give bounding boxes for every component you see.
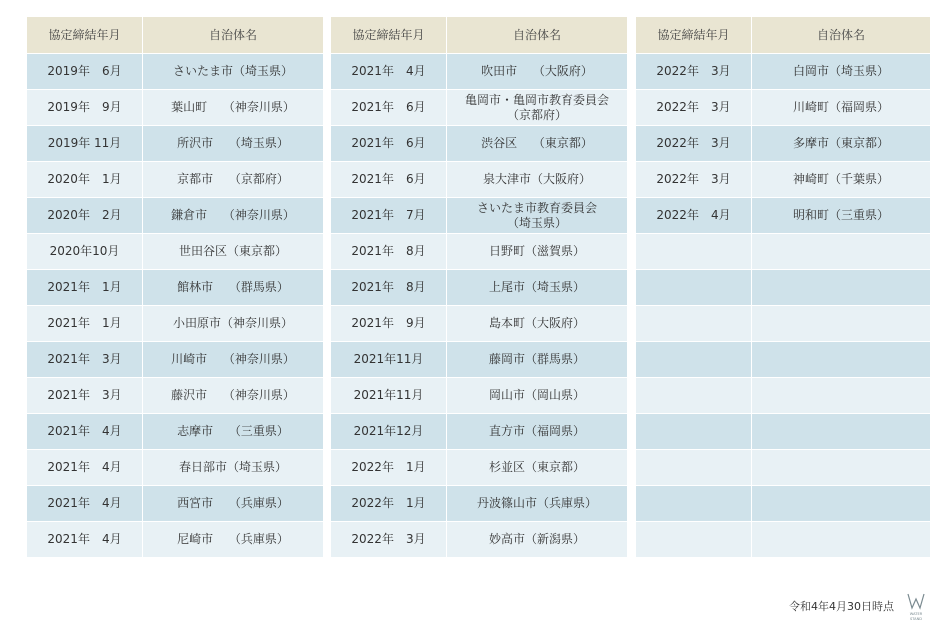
- municipality-name: 白岡市（埼玉県）: [792, 64, 889, 78]
- table-row: [27, 486, 324, 522]
- table-row: [636, 126, 931, 162]
- municipality-cell: [143, 270, 324, 306]
- agreement-date-cell: 2021年11月: [331, 378, 447, 414]
- municipality-name: さいたま市（埼玉県）: [172, 64, 293, 78]
- table-row: [331, 378, 628, 414]
- table-row: [331, 306, 628, 342]
- municipality-name: 多摩市（東京都）: [792, 136, 889, 150]
- table-row: [636, 522, 931, 558]
- agreement-date-cell: 2021年 3月: [27, 378, 143, 414]
- agreement-date-cell: 2021年 8月: [331, 234, 447, 270]
- municipality-name: 日野町（滋賀県）: [488, 244, 585, 258]
- municipality-cell: [143, 306, 324, 342]
- municipality-cell: [143, 90, 324, 126]
- agreement-date-cell: 2022年 1月: [331, 486, 447, 522]
- agreement-date-cell: [636, 522, 752, 558]
- table-row: [27, 198, 324, 234]
- municipality-cell: [143, 54, 324, 90]
- header-date: 協定締結年月: [331, 17, 447, 54]
- agreement-date-cell: 2020年 2月: [27, 198, 143, 234]
- agreement-date-cell: [636, 414, 752, 450]
- agreement-date-cell: 2019年 6月: [27, 54, 143, 90]
- agreement-date-cell: 2020年10月: [27, 234, 143, 270]
- header-municipality: 自治体名: [143, 17, 324, 54]
- table-row: [636, 306, 931, 342]
- municipality-name: 島本町（大阪府）: [488, 316, 585, 330]
- table-header-row: [27, 17, 324, 54]
- agreement-date-cell: [636, 342, 752, 378]
- table-row: [636, 198, 931, 234]
- table-row: [636, 90, 931, 126]
- municipality-name: 春日部市（埼玉県）: [178, 460, 287, 474]
- municipality-name: 泉大津市（大阪府）: [482, 172, 591, 186]
- agreement-date-cell: 2022年 3月: [636, 162, 752, 198]
- municipality-cell: [447, 162, 628, 198]
- table-row: [636, 54, 931, 90]
- table-row: [27, 378, 324, 414]
- agreement-date-cell: 2022年 3月: [636, 126, 752, 162]
- header-municipality: 自治体名: [447, 17, 628, 54]
- agreement-table-3: [635, 16, 931, 558]
- municipality-name: 葉山町 （神奈川県）: [171, 100, 295, 114]
- municipality-name: 川崎市 （神奈川県）: [171, 352, 295, 366]
- header-date: 協定締結年月: [27, 17, 143, 54]
- table-row: [331, 234, 628, 270]
- agreement-date-cell: 2021年 4月: [27, 486, 143, 522]
- agreement-date-cell: 2021年 1月: [27, 270, 143, 306]
- municipality-name: 藤岡市（群馬県）: [488, 352, 585, 366]
- table-row: [331, 342, 628, 378]
- municipality-cell: [752, 270, 931, 306]
- agreement-date-cell: [636, 306, 752, 342]
- municipality-name: 渋谷区 （東京都）: [481, 136, 593, 150]
- table-row: [636, 342, 931, 378]
- municipality-name: 京都市 （京都府）: [177, 172, 289, 186]
- municipality-name: 鎌倉市 （神奈川県）: [171, 208, 295, 222]
- municipality-cell: [752, 306, 931, 342]
- table-row: [636, 414, 931, 450]
- agreement-date-cell: 2022年 3月: [636, 54, 752, 90]
- municipality-cell: [143, 414, 324, 450]
- municipality-cell: [752, 342, 931, 378]
- agreement-date-cell: 2021年 1月: [27, 306, 143, 342]
- table-row: [636, 234, 931, 270]
- agreement-date-cell: 2019年 11月: [27, 126, 143, 162]
- agreement-date-cell: 2022年 4月: [636, 198, 752, 234]
- table-row: [27, 306, 324, 342]
- table-row: [27, 342, 324, 378]
- table-row: [331, 414, 628, 450]
- table-row: [331, 54, 628, 90]
- agreement-date-cell: 2021年 3月: [27, 342, 143, 378]
- agreement-date-cell: [636, 270, 752, 306]
- municipality-name: 神崎町（千葉県）: [792, 172, 889, 186]
- municipality-name: さいたま市教育委員会 （埼玉県）: [476, 200, 597, 230]
- municipality-cell: [143, 234, 324, 270]
- municipality-cell: [143, 342, 324, 378]
- municipality-name: 上尾市（埼玉県）: [488, 280, 585, 294]
- municipality-name: 志摩市 （三重県）: [177, 424, 289, 438]
- municipality-cell: [447, 54, 628, 90]
- municipality-cell: [752, 162, 931, 198]
- municipality-cell: [752, 522, 931, 558]
- municipality-cell: [447, 234, 628, 270]
- agreement-date-cell: 2021年11月: [331, 342, 447, 378]
- municipality-cell: [752, 234, 931, 270]
- agreement-date-cell: [636, 378, 752, 414]
- municipality-cell: [143, 198, 324, 234]
- municipality-cell: [752, 450, 931, 486]
- agreement-date-cell: 2021年 4月: [27, 414, 143, 450]
- municipality-name: 吹田市 （大阪府）: [481, 64, 593, 78]
- logo-text-2: STAND: [909, 617, 923, 621]
- as-of-date-note: 令和4年4月30日時点: [789, 600, 894, 613]
- agreement-date-cell: 2020年 1月: [27, 162, 143, 198]
- table-header-row: [636, 17, 931, 54]
- municipality-cell: [447, 198, 628, 234]
- table-row: [331, 450, 628, 486]
- municipality-cell: [752, 126, 931, 162]
- municipality-cell: [752, 54, 931, 90]
- agreement-date-cell: 2021年 4月: [27, 522, 143, 558]
- table-row: [636, 378, 931, 414]
- table-row: [27, 414, 324, 450]
- table-row: [331, 486, 628, 522]
- table-row: [27, 450, 324, 486]
- agreement-date-cell: 2022年 3月: [331, 522, 447, 558]
- municipality-name: 明和町（三重県）: [792, 208, 889, 222]
- municipality-cell: [447, 522, 628, 558]
- table-row: [331, 90, 628, 126]
- municipality-name: 尼崎市 （兵庫県）: [177, 532, 289, 546]
- agreement-date-cell: 2021年 6月: [331, 126, 447, 162]
- municipality-name: 館林市 （群馬県）: [177, 280, 289, 294]
- header-date: 協定締結年月: [636, 17, 752, 54]
- municipality-name: 岡山市（岡山県）: [488, 388, 585, 402]
- table-row: [27, 90, 324, 126]
- table-row: [331, 126, 628, 162]
- municipality-cell: [447, 486, 628, 522]
- agreement-table-1: [26, 16, 324, 558]
- agreement-date-cell: 2021年 9月: [331, 306, 447, 342]
- agreement-date-cell: 2021年 4月: [331, 54, 447, 90]
- municipality-cell: [752, 378, 931, 414]
- agreement-table-2: [330, 16, 628, 558]
- municipality-cell: [447, 306, 628, 342]
- table-row: [331, 162, 628, 198]
- municipality-cell: [143, 486, 324, 522]
- municipality-cell: [752, 198, 931, 234]
- municipality-cell: [143, 162, 324, 198]
- municipality-name: 小田原市（神奈川県）: [172, 316, 293, 330]
- agreement-date-cell: [636, 234, 752, 270]
- table-row: [27, 270, 324, 306]
- municipality-name: 亀岡市・亀岡市教育委員会 （京都府）: [464, 92, 609, 122]
- agreement-date-cell: 2022年 3月: [636, 90, 752, 126]
- agreement-date-cell: [636, 486, 752, 522]
- municipality-cell: [447, 378, 628, 414]
- header-municipality: 自治体名: [752, 17, 931, 54]
- table-row: [331, 522, 628, 558]
- agreement-date-cell: 2021年 6月: [331, 162, 447, 198]
- municipality-cell: [752, 414, 931, 450]
- table-row: [27, 162, 324, 198]
- table-row: [27, 522, 324, 558]
- logo-text: WATER: [909, 612, 923, 616]
- agreement-date-cell: [636, 450, 752, 486]
- table-row: [331, 270, 628, 306]
- table-row: [636, 270, 931, 306]
- municipality-name: 丹波篠山市（兵庫県）: [476, 496, 597, 510]
- municipality-name: 妙高市（新潟県）: [488, 532, 585, 546]
- municipality-cell: [447, 450, 628, 486]
- agreement-date-cell: 2022年 1月: [331, 450, 447, 486]
- municipality-name: 西宮市 （兵庫県）: [177, 496, 289, 510]
- municipality-cell: [143, 450, 324, 486]
- municipality-name: 直方市（福岡県）: [488, 424, 585, 438]
- agreement-date-cell: 2021年 7月: [331, 198, 447, 234]
- agreement-date-cell: 2021年 8月: [331, 270, 447, 306]
- municipality-name: 所沢市 （埼玉県）: [177, 136, 289, 150]
- water-stand-logo-icon: [905, 591, 927, 623]
- municipality-cell: [447, 342, 628, 378]
- municipality-cell: [752, 486, 931, 522]
- table-header-row: [331, 17, 628, 54]
- municipality-name: 藤沢市 （神奈川県）: [171, 388, 295, 402]
- table-row: [27, 126, 324, 162]
- agreement-date-cell: 2019年 9月: [27, 90, 143, 126]
- municipality-name: 川崎町（福岡県）: [792, 100, 889, 114]
- table-row: [27, 234, 324, 270]
- table-row: [331, 198, 628, 234]
- municipality-cell: [447, 270, 628, 306]
- table-row: [27, 54, 324, 90]
- municipality-cell: [447, 90, 628, 126]
- municipality-name: 杉並区（東京都）: [488, 460, 585, 474]
- municipality-cell: [143, 378, 324, 414]
- municipality-cell: [143, 522, 324, 558]
- table-row: [636, 450, 931, 486]
- municipality-name: 世田谷区（東京都）: [178, 244, 287, 258]
- municipality-cell: [752, 90, 931, 126]
- agreement-date-cell: 2021年12月: [331, 414, 447, 450]
- municipality-cell: [447, 414, 628, 450]
- municipality-cell: [143, 126, 324, 162]
- municipality-cell: [447, 126, 628, 162]
- table-row: [636, 162, 931, 198]
- agreement-date-cell: 2021年 4月: [27, 450, 143, 486]
- table-row: [636, 486, 931, 522]
- agreement-date-cell: 2021年 6月: [331, 90, 447, 126]
